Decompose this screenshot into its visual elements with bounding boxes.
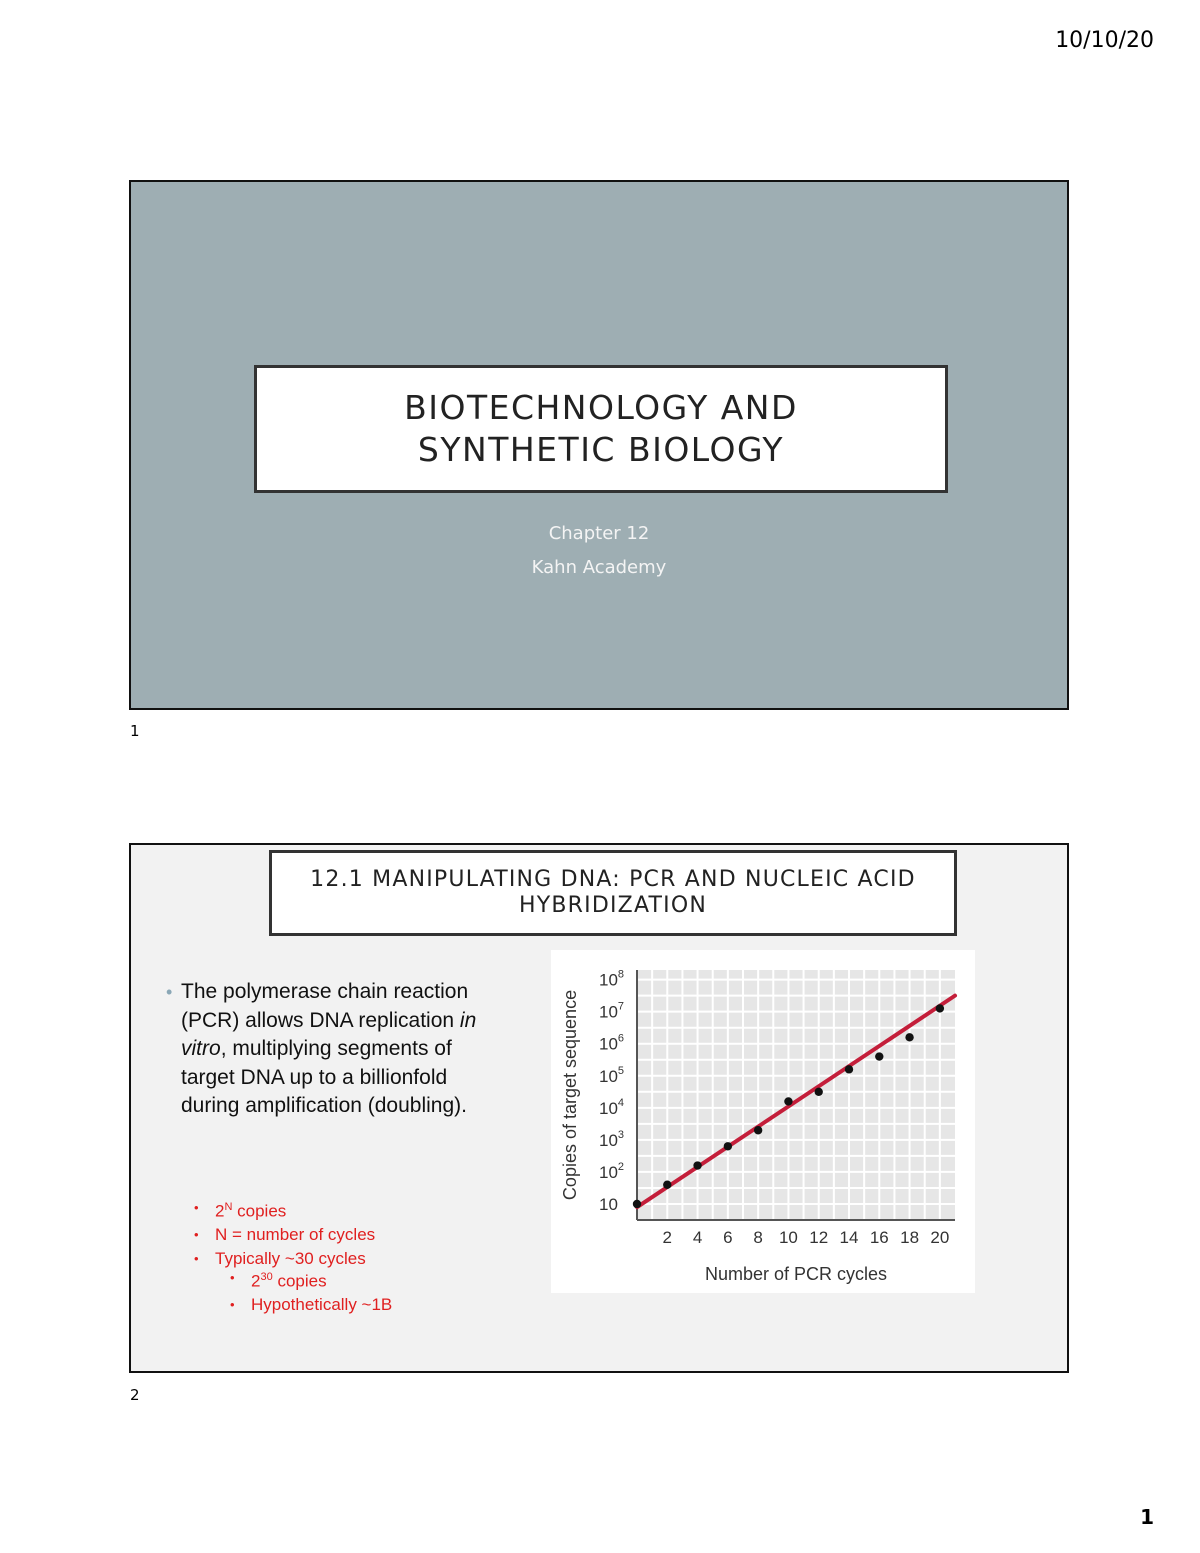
- y-tick-label: $10^2$: [599, 1160, 625, 1182]
- data-point: [754, 1126, 762, 1134]
- slide-2-title-box: [269, 850, 957, 936]
- y-tick-label: 10: [599, 1194, 618, 1214]
- slide-1: [129, 180, 1069, 710]
- x-tick-label: 16: [869, 1228, 889, 1247]
- slide-2-title-line-2: HYBRIDIZATION: [519, 893, 707, 918]
- x-tick-label: 18: [900, 1228, 920, 1247]
- slide-1-title-line-2: SYNTHETIC BIOLOGY: [417, 430, 785, 469]
- data-point: [784, 1097, 792, 1105]
- y-tick-label: $10^3$: [599, 1128, 625, 1150]
- y-tick-label: $10^4$: [599, 1096, 625, 1118]
- data-point: [663, 1181, 671, 1189]
- data-point: [693, 1161, 701, 1169]
- sub-sub-bullet-230: [230, 1266, 392, 1293]
- sub-sub-bullet-230-rest: copies: [272, 1271, 327, 1291]
- sub-bullet-2n-rest: copies: [232, 1201, 287, 1221]
- x-tick-label: 4: [692, 1228, 703, 1247]
- sub-bullet-2n-base: 2: [215, 1201, 225, 1221]
- x-tick-labels: [663, 1228, 950, 1247]
- y-tick-label: $10^5$: [599, 1064, 625, 1086]
- slide-1-title-box: [254, 365, 948, 493]
- sub-bullet-2n: [194, 1196, 375, 1223]
- y-tick-label: $10^6$: [599, 1032, 625, 1054]
- x-tick-label: 8: [753, 1228, 763, 1247]
- slide-2-title-line-1: 12.1 MANIPULATING DNA: PCR AND NUCLEIC ACID: [310, 867, 916, 892]
- bullet-dot-icon: •: [166, 982, 173, 1002]
- slide-1-title-line-1: BIOTECHNOLOGY AND: [404, 388, 798, 427]
- sub-bullet-2n-exp: N: [224, 1201, 233, 1213]
- slide-1-subtitle-chapter: Chapter 12: [548, 523, 650, 544]
- sub-bullet-cycles: • N = number of cycles: [194, 1223, 375, 1247]
- x-axis-label: Number of PCR cycles: [704, 1264, 888, 1284]
- y-tick-labels: [599, 969, 624, 1214]
- data-point: [633, 1200, 641, 1208]
- page-number: 1: [1140, 1505, 1154, 1529]
- x-tick-label: 10: [778, 1228, 798, 1247]
- plot-background: [637, 970, 955, 1220]
- sub-bullet-typical: • Typically ~30 cycles: [194, 1247, 375, 1271]
- main-bullet-text-2: , multiplying segments of target DNA up to a billionfold during amplification (doubling).: [181, 1037, 467, 1117]
- y-tick-label: $10^7$: [599, 1000, 625, 1022]
- slide-2: [129, 843, 1069, 1373]
- sub-sub-bullet-230-exp: 30: [260, 1271, 273, 1283]
- pcr-chart-panel: [551, 950, 975, 1293]
- main-bullet: [166, 978, 501, 1121]
- header-date: 10/10/20: [1055, 28, 1154, 53]
- slide-2-number: 2: [130, 1386, 140, 1404]
- data-point: [875, 1052, 883, 1060]
- main-bullet-italic: in vitro: [181, 1008, 477, 1060]
- data-point: [905, 1033, 913, 1041]
- sub-sub-bullet-230-base: 2: [251, 1271, 261, 1291]
- x-tick-label: 20: [930, 1228, 950, 1247]
- data-point: [936, 1004, 944, 1012]
- x-tick-label: 6: [723, 1228, 733, 1247]
- slide-1-number: 1: [130, 722, 140, 740]
- y-axis-label: Copies of target sequence: [560, 989, 580, 1201]
- main-bullet-text-1: The polymerase chain reaction (PCR) allows DNA replication: [181, 980, 469, 1032]
- data-point: [724, 1142, 732, 1150]
- x-tick-label: 14: [839, 1228, 859, 1247]
- sub-sub-bullet-list: [230, 1266, 392, 1317]
- slide-1-subtitle-source: Kahn Academy: [531, 557, 667, 578]
- x-tick-label: 2: [662, 1228, 673, 1247]
- x-tick-label: 12: [809, 1228, 829, 1247]
- pcr-chart: [551, 950, 975, 1293]
- sub-bullet-list: [194, 1196, 375, 1270]
- data-point: [815, 1088, 823, 1096]
- sub-sub-bullet-1b: • Hypothetically ~1B: [230, 1293, 392, 1317]
- y-tick-label: $10^8$: [599, 968, 625, 990]
- data-point: [845, 1065, 853, 1073]
